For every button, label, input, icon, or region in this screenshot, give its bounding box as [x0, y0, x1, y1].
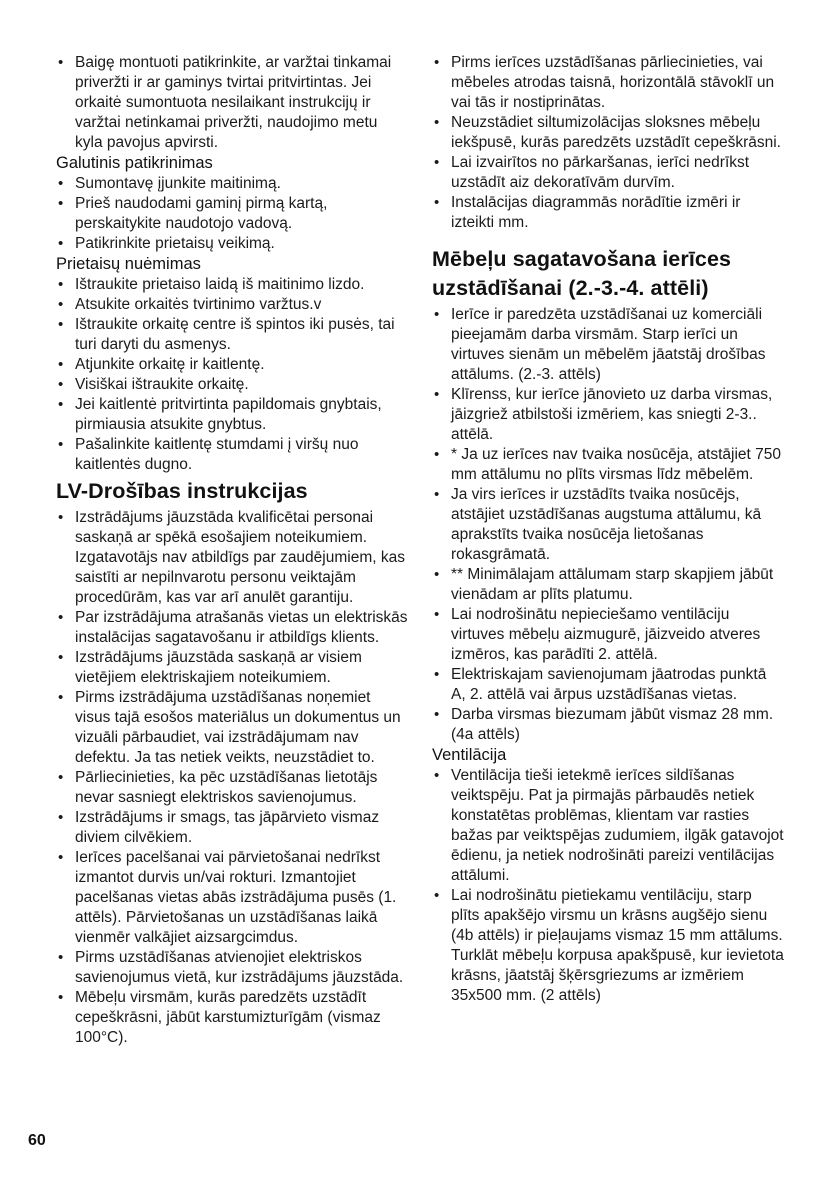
left-intro-list [56, 53, 408, 153]
list-item: • * Ja uz ierīces nav tvaika nosūcēja, atstājiet 750 mm attālumu no plīts virsmas līdz mēbelēm. [432, 445, 784, 485]
list-item: • Mēbeļu virsmām, kurās paredzēts uzstādīt cepeškrāsni, jābūt karstumizturīgām (vismaz 100°C). [56, 988, 408, 1048]
list-item: • Ventilācija tieši ietekmē ierīces sildīšanas veiktspēju. Pat ja pirmajās pārbaudēs netiek konstatētas problēmas, klientam var rasties bažas par veiktspējas zudumiem, ilgāk gatavojot ēdienu, ja netiek nodrošināti pareizi ventilācijas attālumi. [432, 766, 784, 886]
safety-title: LV-Drošības instrukcijas [56, 479, 308, 503]
furniture-list [432, 305, 784, 745]
list-item: • Elektriskajam savienojumam jāatrodas punktā A, 2. attēlā vai ārpus uzstādīšanas vietas. [432, 665, 784, 705]
right-intro-list [432, 53, 784, 233]
ventilation-list [432, 766, 784, 1006]
list-item: • Ištraukite prietaiso laidą iš maitinimo lizdo. [56, 275, 408, 295]
list-item: • ** Minimālajam attālumam starp skapjiem jābūt vienādam ar plīts platumu. [432, 565, 784, 605]
left-column [56, 53, 408, 1048]
list-item: • Visiškai ištraukite orkaitę. [56, 375, 408, 395]
list-item: • Lai nodrošinātu pietiekamu ventilāciju, starp plīts apakšējo virsmu un krāsns augšējo sienu (4b attēls) ir pieļaujams vismaz 15 mm attālums. Turklāt mēbeļu korpusa apakšpusē, kur ievietota krāsns, jāatstāj šķērsgriezums ar izmēriem 35x500 mm. (2 attēls) [432, 886, 784, 1006]
list-item: • Lai izvairītos no pārkaršanas, ierīci nedrīkst uzstādīt aiz dekoratīvām durvīm. [432, 153, 784, 193]
safety-list [56, 508, 408, 1048]
list-item: • Ierīces pacelšanai vai pārvietošanai nedrīkst izmantot durvis un/vai rokturi. Izmantojiet pacelšanas vietas abās izstrādājuma pusēs (1. attēls). Pārvietošanas un uzstādīšanas laikā vienmēr valkājiet aizsargcimdus. [56, 848, 408, 948]
list-item: • Par izstrādājuma atrašanās vietas un elektriskās instalācijas sagatavošanu ir atbildīgs klients. [56, 608, 408, 648]
list-item: • Pārliecinieties, ka pēc uzstādīšanas lietotājs nevar sasniegt elektriskos savienojumus. [56, 768, 408, 808]
list-item: • Prieš naudodami gaminį pirmą kartą, perskaitykite naudotojo vadovą. [56, 194, 408, 234]
list-item: • Pirms izstrādājuma uzstādīšanas noņemiet visus tajā esošos materiālus un dokumentus un vizuāli pārbaudiet, vai izstrādājumam nav defektu. Ja tas netiek veikts, neuzstādiet to. [56, 688, 408, 768]
list-item: • Klīrenss, kur ierīce jānovieto uz darba virsmas, jāizgriež atbilstoši izmēriem, kas sniegti 2-3.. attēlā. [432, 385, 784, 445]
list-item: • Patikrinkite prietaisų veikimą. [56, 234, 408, 254]
list-item: • Pirms uzstādīšanas atvienojiet elektriskos savienojumus vietā, kur izstrādājums jāuzstāda. [56, 948, 408, 988]
list-item: • Lai nodrošinātu nepieciešamo ventilāciju virtuves mēbeļu aizmugurē, jāizveido atveres izmēros, kas parādīti 2. attēlā. [432, 605, 784, 665]
list-item: • Ja virs ierīces ir uzstādīts tvaika nosūcējs, atstājiet uzstādīšanas augstuma attālumu, kā aprakstīts tvaika nosūcēja lietošanas rokasgrāmatā. [432, 485, 784, 565]
list-item: • Izstrādājums jāuzstāda kvalificētai personai saskaņā ar spēkā esošajiem noteikumiem. Izgatavotājs nav atbildīgs par zaudējumiem, kas saistīti ar nepilnvarotu personu veiktajām procedūrām, kas var arī anulēt garantiju. [56, 508, 408, 608]
list-item: • Ierīce ir paredzēta uzstādīšanai uz komerciāli pieejamām darba virsmām. Starp ierīci un virtuves sienām un mēbelēm jāatstāj drošības attālums. (2.-3. attēls) [432, 305, 784, 385]
list-item: • Izstrādājums jāuzstāda saskaņā ar visiem vietējiem elektriskajiem noteikumiem. [56, 648, 408, 688]
list-item: • Darba virsmas biezumam jābūt vismaz 28 mm. (4a attēls) [432, 705, 784, 745]
page-number: 60 [28, 1132, 46, 1149]
ventilation-heading: Ventilācija [432, 746, 507, 764]
right-column [432, 53, 784, 1006]
final-check-heading: Galutinis patikrinimas [56, 154, 213, 172]
list-item: • Baigę montuoti patikrinkite, ar varžtai tinkamai priveržti ir ar gaminys tvirtai pritvirtintas. Jei orkaitė sumontuota nesilaikant instrukcijų ir varžtai netinkamai priveržti, naudojimo metu kyla pavojus apvirsti. [56, 53, 408, 153]
furniture-title: Mēbeļu sagatavošana ierīces uzstādīšanai (2.-3.-4. attēli) [432, 247, 732, 300]
removal-heading: Prietaisų nuėmimas [56, 255, 201, 273]
list-item: • Sumontavę įjunkite maitinimą. [56, 174, 408, 194]
list-item: • Atjunkite orkaitę ir kaitlentę. [56, 355, 408, 375]
list-item: • Jei kaitlentė pritvirtinta papildomais gnybtais, pirmiausia atsukite gnybtus. [56, 395, 408, 435]
list-item: • Instalācijas diagrammās norādītie izmēri ir izteikti mm. [432, 193, 784, 233]
list-item: • Ištraukite orkaitę centre iš spintos iki pusės, tai turi daryti du asmenys. [56, 315, 408, 355]
list-item: • Izstrādājums ir smags, tas jāpārvieto vismaz diviem cilvēkiem. [56, 808, 408, 848]
list-item: • Neuzstādiet siltumizolācijas sloksnes mēbeļu iekšpusē, kurās paredzēts uzstādīt cepeškrāsni. [432, 113, 784, 153]
final-check-list [56, 174, 408, 254]
list-item: • Pašalinkite kaitlentę stumdami į viršų nuo kaitlentės dugno. [56, 435, 408, 475]
removal-list [56, 275, 408, 475]
list-item: • Pirms ierīces uzstādīšanas pārliecinieties, vai mēbeles atrodas taisnā, horizontālā stāvoklī un vai tās ir nostiprinātas. [432, 53, 784, 113]
list-item: • Atsukite orkaitės tvirtinimo varžtus.v [56, 295, 408, 315]
